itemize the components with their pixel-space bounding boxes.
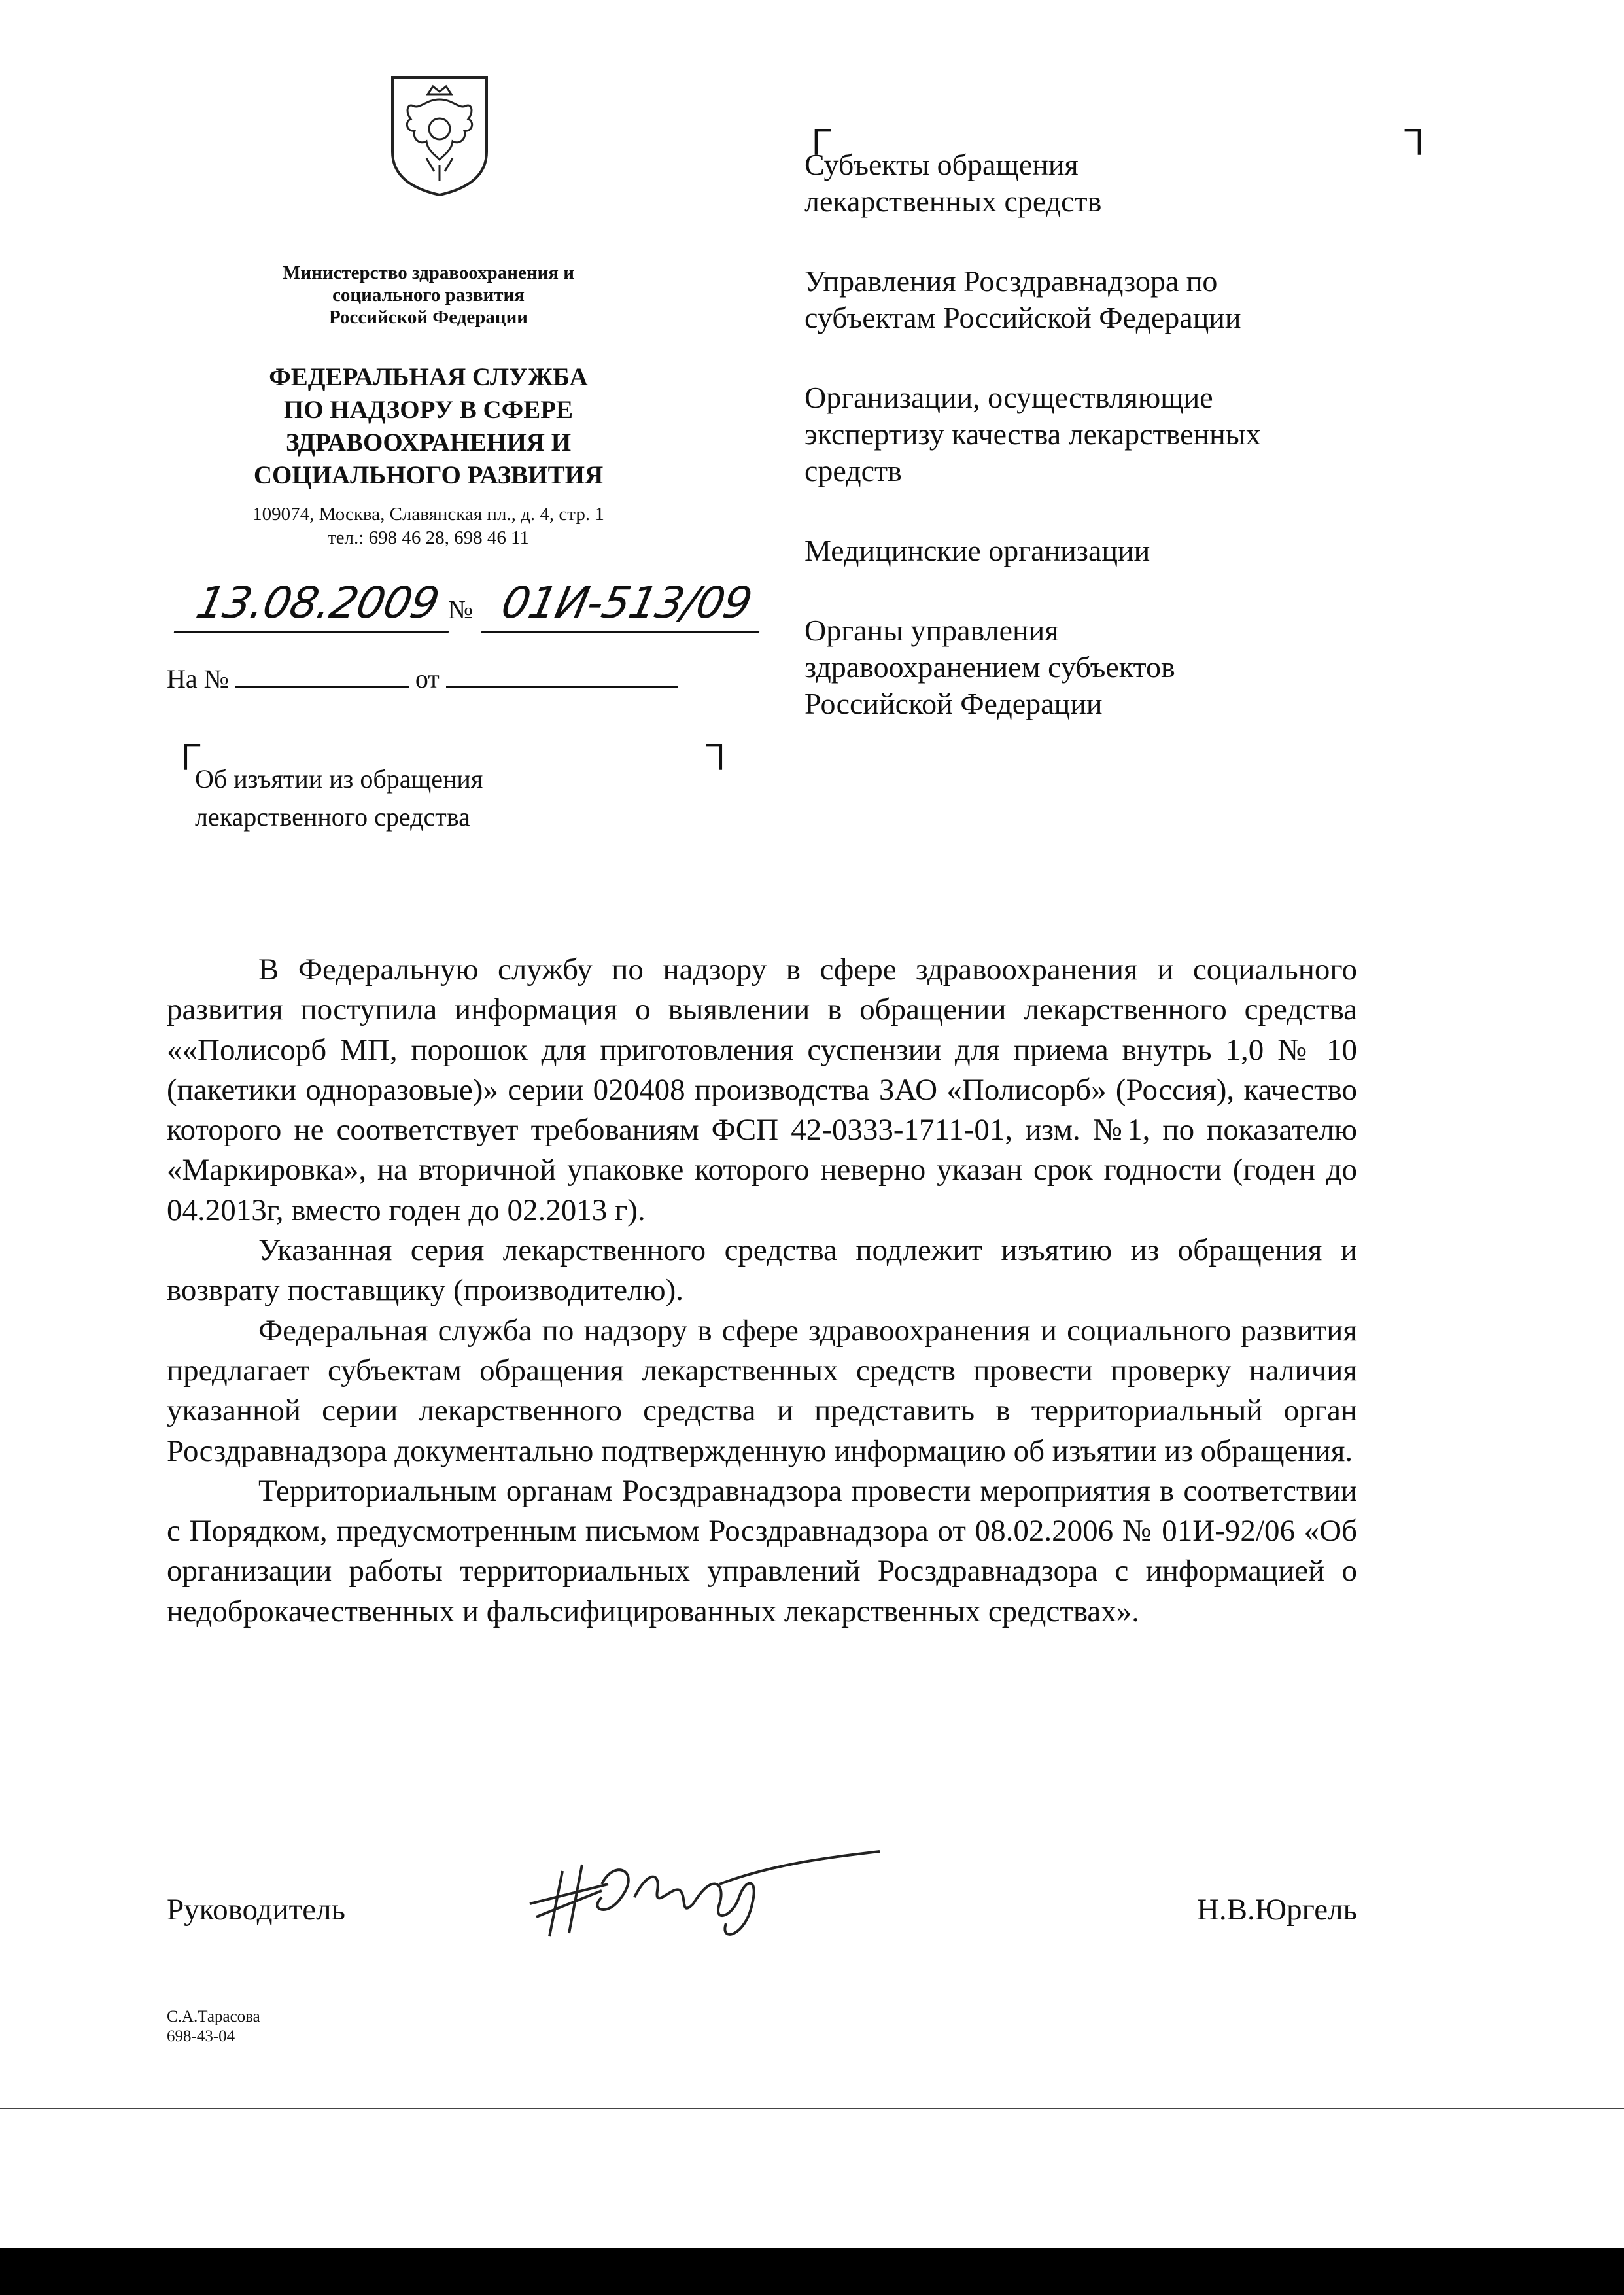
recipient: Управления Росздравнадзора по субъектам Российской Федерации	[804, 264, 1241, 334]
recipient: Медицинские организации	[804, 534, 1150, 567]
recipient: Организации, осуществляющие экспертизу качества лекарственных средств	[804, 381, 1261, 487]
in-reply-label: На №	[167, 664, 229, 693]
from-label: от	[415, 664, 440, 693]
ministry-name: Министерство здравоохранения и социального развития Российской Федерации	[283, 262, 574, 328]
phone-line: тел.: 698 46 28, 698 46 11	[328, 527, 529, 548]
registration-line	[167, 576, 788, 635]
recipients-block	[804, 147, 1393, 722]
executor-name: С.А.Тарасова	[167, 2008, 260, 2025]
body-paragraph: Указанная серия лекарственного средства подлежит изъятию из обращения и возврату поставщику (производителю).	[167, 1233, 1357, 1308]
registration-date: 13.08.2009	[174, 576, 460, 633]
in-reply-line	[167, 663, 678, 694]
corner-bracket-left: ┌	[171, 720, 200, 767]
in-reply-blank	[235, 667, 409, 688]
sender-address	[216, 502, 641, 550]
recipient: Органы управления здравоохранением субъектов Российской Федерации	[804, 614, 1175, 720]
russian-coat-of-arms-icon	[387, 73, 492, 198]
body-paragraph: Федеральная служба по надзору в сфере здравоохранения и социального развития предлагает субъектам обращения лекарственных средств провести проверку наличия указанной серии лекарственного средства и представить в территориальный орган Росздравнадзора документально подтвержденную информацию об изъятии из обращения.	[167, 1313, 1357, 1468]
body-paragraph: В Федеральную службу по надзору в сфере здравоохранения и социального развития поступила информация о выявлении в обращении лекарственного средства ««Полисорб МП, порошок для приготовления суспензии для приема внутрь 1,0 № 10 (пакетики одноразовые)» серии 020408 производства ЗАО «Полисорб» (Россия), качество которого не соответствует требованиям ФСП 42-0333-1711-01, изм. №1, по показателю «Маркировка», на вторичной упаковке которого неверно указан срок годности (годен до 04.2013г, вместо годен до 02.2013 г).	[167, 953, 1357, 1227]
address-line: 109074, Москва, Славянская пл., д. 4, стр. 1	[252, 504, 604, 525]
registration-number: 01И-513/09	[481, 576, 771, 633]
handwritten-signature-icon	[523, 1845, 890, 1943]
signatory-title: Руководитель	[167, 1893, 345, 1927]
letter-subject: Об изъятии из обращения лекарственного средства	[195, 764, 483, 832]
service-name: ФЕДЕРАЛЬНАЯ СЛУЖБА ПО НАДЗОРУ В СФЕРЕ ЗДРАВООХРАНЕНИЯ И СОЦИАЛЬНОГО РАЗВИТИЯ	[253, 363, 604, 489]
recipient: Субъекты обращения лекарственных средств	[804, 148, 1102, 218]
corner-bracket-right: ┐	[1405, 105, 1434, 152]
executor-phone: 698-43-04	[167, 2027, 235, 2045]
executor-info	[167, 2007, 260, 2046]
letter-body	[167, 950, 1357, 1632]
scan-border	[0, 2248, 1624, 2295]
scan-edge-line	[0, 2108, 1624, 2109]
corner-bracket-right: ┐	[706, 720, 735, 767]
signatory-name: Н.В.Юргель	[1196, 1893, 1357, 1927]
from-blank	[446, 667, 678, 688]
number-label: №	[448, 595, 474, 624]
body-paragraph: Территориальным органам Росздравнадзора провести мероприятия в соответствии с Порядком, предусмотренным письмом Росздравнадзора от 08.02.2006 № 01И-92/06 «Об организации работы территориальных управлений Росздравнадзора с информацией о недоброкачественных и фальсифицированных лекарственных средствах».	[167, 1473, 1357, 1628]
corner-bracket-left: ┌	[802, 105, 831, 152]
